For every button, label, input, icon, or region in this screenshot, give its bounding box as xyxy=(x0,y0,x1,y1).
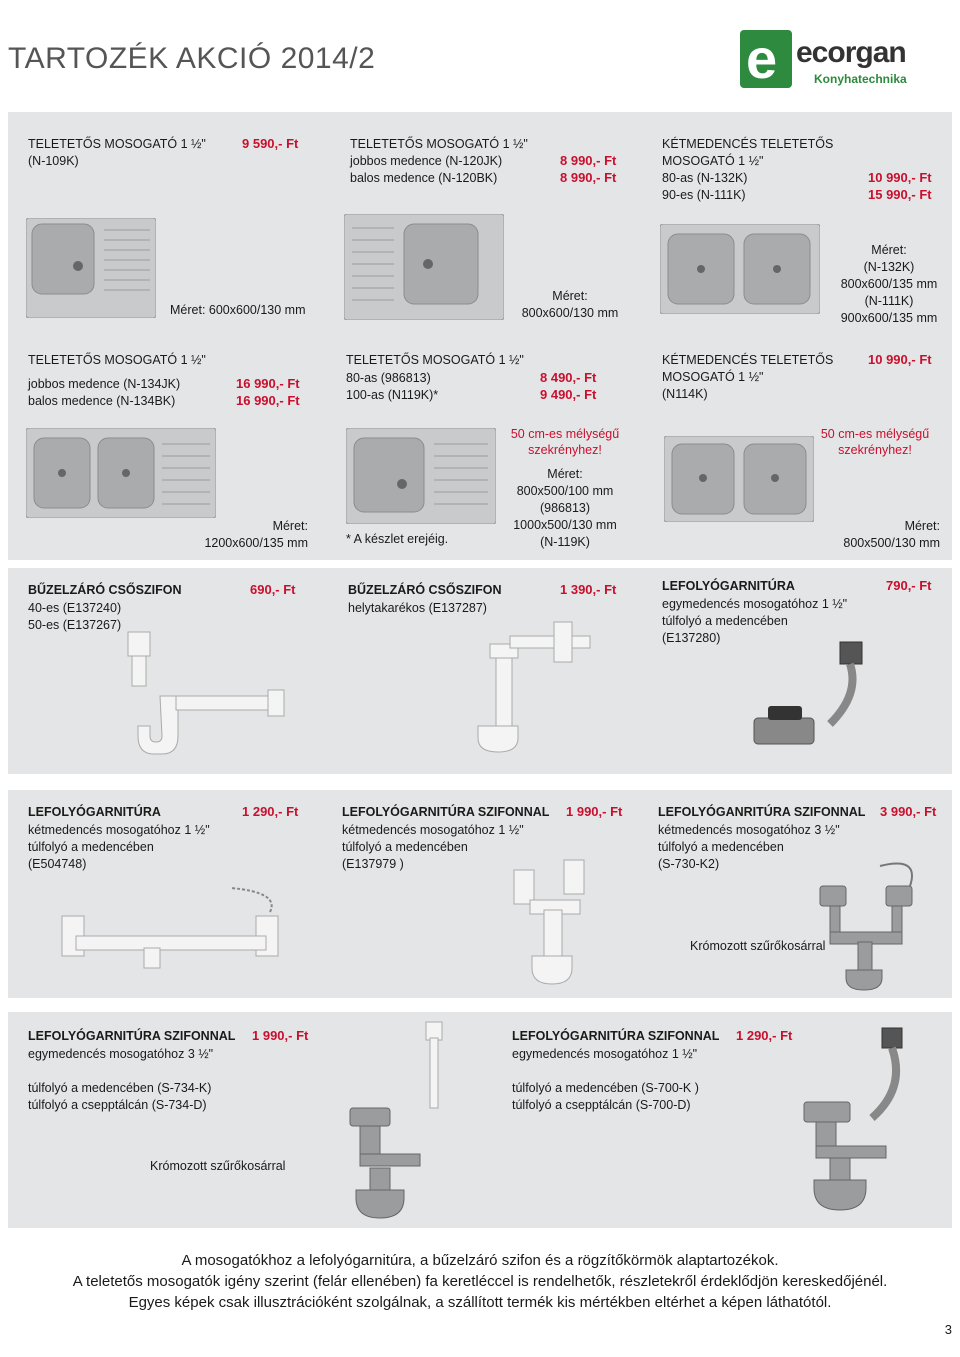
product-title: LEFOLYÓGARNITÚRA SZIFONNAL xyxy=(28,1029,236,1043)
stock-note: * A készlet erejéig. xyxy=(346,532,449,546)
product-title: LEFOLYÓGARNITÚRA SZIFONNAL xyxy=(512,1029,720,1043)
product-variant: jobbos medence (N-134JK) xyxy=(28,377,181,391)
depth-notice: 50 cm-es mélységű szekrényhez! xyxy=(820,427,930,457)
product-title: TELETETŐS MOSOGATÓ 1 ½" xyxy=(346,353,524,367)
product-variant: jobbos medence (N-120JK) xyxy=(350,154,503,168)
sink-photo xyxy=(346,428,496,524)
size-label: Méret: 800x500/130 mm xyxy=(843,519,940,550)
product-price: 8 990,- Ft xyxy=(560,170,617,185)
product-price: 1 290,- Ft xyxy=(242,804,299,819)
size-label: Méret: 600x600/130 mm xyxy=(170,303,306,317)
product-price: 15 990,- Ft xyxy=(868,187,932,202)
product-price: 9 590,- Ft xyxy=(242,136,299,151)
product-variant: 80-as (N-132K) xyxy=(662,171,748,185)
product-variant: 40-es (E137240) xyxy=(28,601,122,615)
product-variant: egymedencés mosogatóhoz 3 ½" xyxy=(28,1047,214,1061)
footer-notes xyxy=(0,1250,960,1313)
product-variant: túlfolyó a medencében (S-734-K) xyxy=(28,1081,212,1095)
product-variant: 100-as (N119K)* xyxy=(346,388,439,402)
product-code: (E504748) xyxy=(28,857,87,871)
product-title: MOSOGATÓ 1 ½" xyxy=(662,154,764,168)
size-label: Méret: (N-132K) 800x600/135 mm (N-111K) 900x600/135 mm xyxy=(840,243,938,325)
drain-photo xyxy=(56,876,306,976)
product-variant: helytakarékos (E137287) xyxy=(348,601,487,615)
product-variant: túlfolyó a medencében xyxy=(662,614,788,628)
product-title: TELETETŐS MOSOGATÓ 1 ½" xyxy=(28,353,206,367)
product-code: (E137979 ) xyxy=(342,857,404,871)
product-title: TELETETŐS MOSOGATÓ 1 ½" xyxy=(350,137,528,151)
product-price: 16 990,- Ft xyxy=(236,393,300,408)
product-price: 10 990,- Ft xyxy=(868,170,932,185)
product-title: KÉTMEDENCÉS TELETETŐS xyxy=(662,137,834,151)
product-code: (N-109K) xyxy=(28,154,79,168)
sink-photo xyxy=(664,436,814,522)
sink-photo xyxy=(660,224,820,314)
product-variant: 80-as (986813) xyxy=(346,371,431,385)
product-title: LEFOLYÓGARNITÚRA xyxy=(28,805,161,819)
product-price: 1 290,- Ft xyxy=(736,1028,793,1043)
depth-notice: 50 cm-es mélységű szekrényhez! xyxy=(510,427,620,457)
product-variant: balos medence (N-120BK) xyxy=(350,171,498,185)
sink-photo xyxy=(26,428,216,518)
product-variant: balos medence (N-134BK) xyxy=(28,394,176,408)
product-title: BŰZELZÁRÓ CSŐSZIFON xyxy=(28,583,182,597)
product-variant: kétmedencés mosogatóhoz 1 ½" xyxy=(342,823,524,837)
footer-line: A mosogatókhoz a lefolyógarnitúra, a bűzelzáró szifon és a rögzítőkörmök alaptartozékok. xyxy=(181,1252,779,1269)
size-label: Méret: 800x600/130 mm xyxy=(521,289,619,320)
product-price: 3 990,- Ft xyxy=(880,804,937,819)
product-caption: Krómozott szűrőkosárral xyxy=(150,1159,286,1173)
siphon-photo xyxy=(120,626,290,766)
product-title: LEFOLYÓGARNITÚRA xyxy=(662,579,795,593)
product-variant: túlfolyó a medencében (S-700-K ) xyxy=(512,1081,699,1095)
product-variant: túlfolyó a medencében xyxy=(28,840,154,854)
logo-name: ecorgan xyxy=(796,36,906,69)
product-title: KÉTMEDENCÉS TELETETŐS xyxy=(662,353,834,367)
product-variant: túlfolyó a medencében xyxy=(342,840,468,854)
page-title: TARTOZÉK AKCIÓ 2014/2 xyxy=(8,42,376,75)
product-price: 1 990,- Ft xyxy=(252,1028,309,1043)
product-variant: túlfolyó a csepptálcán (S-734-D) xyxy=(28,1098,207,1112)
siphon-photo xyxy=(500,850,610,990)
product-price: 9 490,- Ft xyxy=(540,387,597,402)
product-caption: Krómozott szűrőkosárral xyxy=(690,939,826,953)
product-price: 8 490,- Ft xyxy=(540,370,597,385)
product-variant: kétmedencés mosogatóhoz 3 ½" xyxy=(658,823,840,837)
product-price: 10 990,- Ft xyxy=(868,352,932,367)
size-label: Méret: 1200x600/135 mm xyxy=(204,519,308,550)
product-title: LEFOLYÓGARNITÚRA SZIFONNAL xyxy=(342,805,550,819)
sink-photo xyxy=(26,218,156,318)
product-title: TELETETŐS MOSOGATÓ 1 ½" xyxy=(28,137,206,151)
product-price: 8 990,- Ft xyxy=(560,153,617,168)
product-variant: túlfolyó a csepptálcán (S-700-D) xyxy=(512,1098,691,1112)
size-label: Méret: 800x500/100 mm (986813) 1000x500/130 mm (N-119K) xyxy=(513,467,617,549)
page-number: 3 xyxy=(944,1322,952,1337)
logo-mark: e xyxy=(740,30,792,88)
siphon-photo xyxy=(450,616,610,756)
product-variant: kétmedencés mosogatóhoz 1 ½" xyxy=(28,823,210,837)
product-variant: egymedencés mosogatóhoz 1 ½" xyxy=(512,1047,698,1061)
logo-subtitle: Konyhatechnika xyxy=(814,72,907,86)
footer-line: A teletetős mosogatók igény szerint (felár ellenében) fa keretléccel is rendelhetők, részletekről érdeklődjön kereskedőjénél. xyxy=(72,1273,888,1290)
sink-photo xyxy=(344,214,504,320)
product-price: 690,- Ft xyxy=(250,582,296,597)
drain-photo xyxy=(740,636,890,766)
product-title: BŰZELZÁRÓ CSŐSZIFON xyxy=(348,583,502,597)
product-title: LEFOLYÓGANRITÚRA SZIFONNAL xyxy=(658,805,866,819)
product-price: 16 990,- Ft xyxy=(236,376,300,391)
siphon-photo xyxy=(330,1018,460,1222)
product-variant: 90-es (N-111K) xyxy=(662,188,746,202)
product-price: 1 990,- Ft xyxy=(566,804,623,819)
product-code: (S-730-K2) xyxy=(658,857,720,871)
product-price: 790,- Ft xyxy=(886,578,932,593)
product-title: MOSOGATÓ 1 ½" xyxy=(662,370,764,384)
product-code: (E137280) xyxy=(662,631,721,645)
product-price: 1 390,- Ft xyxy=(560,582,617,597)
footer-line: Egyes képek csak illusztrációként szolgálnak, a szállított termék kis mértékben eltérhet a képen láthatótól. xyxy=(128,1294,832,1311)
product-code: (N114K) xyxy=(662,387,708,401)
product-variant: túlfolyó a medencében xyxy=(658,840,784,854)
siphon-photo xyxy=(790,1022,940,1218)
ecorgan-logo xyxy=(740,27,920,92)
product-variant: egymedencés mosogatóhoz 1 ½" xyxy=(662,597,848,611)
product-variant: 50-es (E137267) xyxy=(28,618,122,632)
siphon-photo xyxy=(810,862,930,992)
